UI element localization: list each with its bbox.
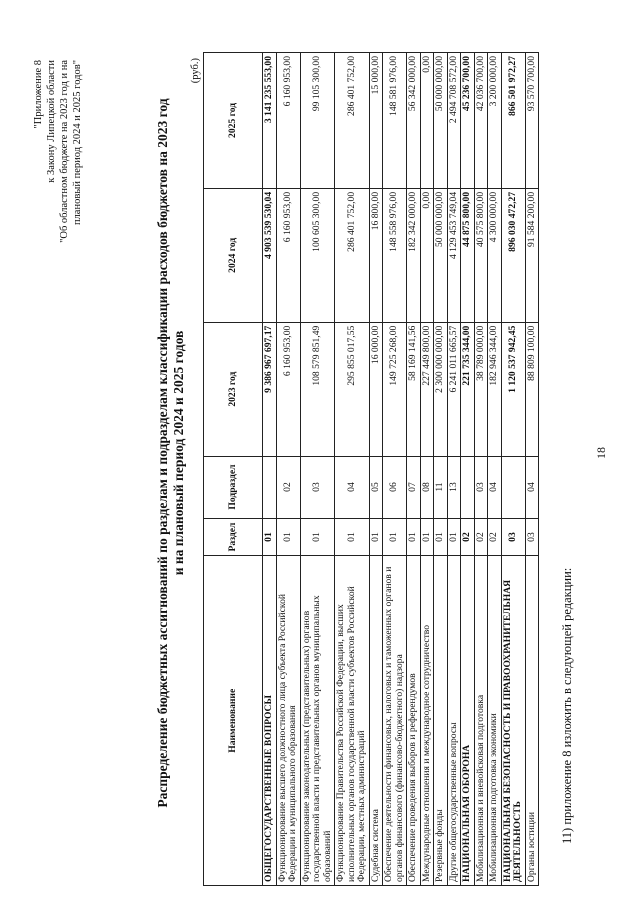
row-section: 01	[369, 518, 383, 556]
row-subsection: 11	[434, 456, 448, 518]
appendix-line: к Закону Липецкой области	[46, 60, 57, 183]
row-2025: 56 342 000,00	[407, 53, 421, 189]
row-section: 01	[420, 518, 434, 556]
row-2025: 99 105 300,00	[300, 53, 335, 189]
row-name: Обеспечение проведения выборов и референдумов	[407, 556, 421, 886]
row-2023: 2 300 000 000,00	[434, 322, 448, 456]
row-2024: 91 584 200,00	[525, 188, 539, 322]
row-2024: 896 030 472,27	[501, 188, 525, 322]
row-section: 01	[335, 518, 370, 556]
row-2023: 6 241 011 665,57	[447, 322, 461, 456]
row-subsection	[501, 456, 525, 518]
row-2025: 6 160 953,00	[276, 53, 300, 189]
row-name: НАЦИОНАЛЬНАЯ ОБОРОНА	[461, 556, 475, 886]
row-section: 02	[488, 518, 502, 556]
row-2025: 2 494 708 572,00	[447, 53, 461, 189]
row-2023: 38 789 000,00	[474, 322, 488, 456]
row-2023: 9 386 967 697,17	[263, 322, 277, 456]
row-2024: 148 558 976,00	[383, 188, 407, 322]
row-2025: 286 401 752,00	[335, 53, 370, 189]
row-subsection: 07	[407, 456, 421, 518]
row-2025: 0,00	[420, 53, 434, 189]
appendix-line: плановый период 2024 и 2025 годов"	[72, 60, 83, 226]
table-row	[276, 53, 300, 886]
table-row	[525, 53, 539, 886]
table-row	[335, 53, 370, 886]
row-name: Функционирование высшего должностного лица субъекта Российской Федерации и муниципального образования	[276, 556, 300, 886]
row-subsection: 02	[276, 456, 300, 518]
row-section: 02	[474, 518, 488, 556]
row-2024: 6 160 953,00	[276, 188, 300, 322]
row-2023: 16 000,00	[369, 322, 383, 456]
row-2024: 100 605 300,00	[300, 188, 335, 322]
header-subsection: Подраздел	[204, 456, 263, 518]
title-line: Распределение бюджетных ассигнований по разделам и подразделам классификации расходов бюджетов на 2023 год	[155, 98, 170, 808]
row-2025: 93 570 700,00	[525, 53, 539, 189]
table-row	[434, 53, 448, 886]
row-section: 01	[276, 518, 300, 556]
row-name: Международные отношения и международное сотрудничество	[420, 556, 434, 886]
row-name: Функционирование законодательных (представительных) органов государственной власти и представительных органов муниципальных образований	[300, 556, 335, 886]
row-subsection: 06	[383, 456, 407, 518]
table-row	[369, 53, 383, 886]
table-row	[474, 53, 488, 886]
row-2024: 286 401 752,00	[335, 188, 370, 322]
row-2024: 44 875 800,00	[461, 188, 475, 322]
row-2023: 295 855 017,55	[335, 322, 370, 456]
header-2023: 2023 год	[204, 322, 263, 456]
row-name: ОБЩЕГОСУДАРСТВЕННЫЕ ВОПРОСЫ	[263, 556, 277, 886]
row-name: Другие общегосударственные вопросы	[447, 556, 461, 886]
row-subsection: 05	[369, 456, 383, 518]
budget-table	[203, 52, 539, 886]
row-subsection	[263, 456, 277, 518]
row-section: 01	[434, 518, 448, 556]
row-subsection: 04	[525, 456, 539, 518]
row-2025: 15 000,00	[369, 53, 383, 189]
table-row	[407, 53, 421, 886]
row-name: Мобилизационная и вневойсковая подготовка	[474, 556, 488, 886]
row-2024: 50 000 000,00	[434, 188, 448, 322]
table-header-row	[204, 53, 263, 886]
row-2023: 6 160 953,00	[276, 322, 300, 456]
row-2024: 4 129 453 749,04	[447, 188, 461, 322]
row-section: 01	[447, 518, 461, 556]
row-name: Резервные фонды	[434, 556, 448, 886]
row-2023: 149 725 268,00	[383, 322, 407, 456]
title-line: и на плановый период 2024 и 2025 годов	[171, 330, 186, 576]
row-name: Судебная система	[369, 556, 383, 886]
table-row	[488, 53, 502, 886]
row-2024: 4 300 000,00	[488, 188, 502, 322]
table-body	[263, 53, 539, 886]
header-2025: 2025 год	[204, 53, 263, 189]
appendix-reference	[32, 60, 84, 243]
row-2023: 227 449 800,00	[420, 322, 434, 456]
row-2025: 3 141 235 553,00	[263, 53, 277, 189]
row-section: 01	[263, 518, 277, 556]
row-2025: 3 200 000,00	[488, 53, 502, 189]
row-2023: 1 120 537 942,45	[501, 322, 525, 456]
table-row	[461, 53, 475, 886]
page-number: 18	[594, 447, 608, 459]
row-name: Мобилизационная подготовка экономики	[488, 556, 502, 886]
row-2025: 50 000 000,00	[434, 53, 448, 189]
header-2024: 2024 год	[204, 188, 263, 322]
row-2025: 866 501 972,27	[501, 53, 525, 189]
table-row	[300, 53, 335, 886]
row-section: 03	[525, 518, 539, 556]
row-2025: 45 236 700,00	[461, 53, 475, 189]
row-name: Функционирование Правительства Российской Федерации, высших исполнительных органов государственной власти субъектов Российской Федерации, местных администраций	[335, 556, 370, 886]
row-2023: 221 735 344,00	[461, 322, 475, 456]
table-row	[383, 53, 407, 886]
row-section: 03	[501, 518, 525, 556]
header-section: Раздел	[204, 518, 263, 556]
amendment-intro: 11) приложение 8 изложить в следующей редакции:	[560, 567, 574, 844]
row-2024: 182 342 000,00	[407, 188, 421, 322]
row-name: Органы юстиции	[525, 556, 539, 886]
row-2024: 40 575 800,00	[474, 188, 488, 322]
table-row	[420, 53, 434, 886]
table-row	[263, 53, 277, 886]
row-section: 01	[300, 518, 335, 556]
row-2023: 58 169 141,56	[407, 322, 421, 456]
row-2024: 16 800,00	[369, 188, 383, 322]
row-subsection: 08	[420, 456, 434, 518]
header-name: Наименование	[204, 556, 263, 886]
row-2023: 182 946 344,00	[488, 322, 502, 456]
row-subsection: 13	[447, 456, 461, 518]
document-title	[155, 30, 187, 876]
row-subsection: 03	[474, 456, 488, 518]
row-section: 01	[407, 518, 421, 556]
table-row	[501, 53, 525, 886]
row-section: 01	[383, 518, 407, 556]
row-2025: 148 581 976,00	[383, 53, 407, 189]
row-name: Обеспечение деятельности финансовых, налоговых и таможенных органов и органов финансового (финансово-бюджетного) надзора	[383, 556, 407, 886]
currency-unit: (руб.)	[190, 58, 201, 84]
row-2024: 0,00	[420, 188, 434, 322]
appendix-line: "Приложение 8	[33, 60, 44, 129]
row-name: НАЦИОНАЛЬНАЯ БЕЗОПАСНОСТЬ И ПРАВООХРАНИТЕЛЬНАЯ ДЕЯТЕЛЬНОСТЬ	[501, 556, 525, 886]
row-2023: 108 579 851,49	[300, 322, 335, 456]
table-row	[447, 53, 461, 886]
row-section: 02	[461, 518, 475, 556]
row-2025: 42 036 700,00	[474, 53, 488, 189]
row-2023: 88 809 100,00	[525, 322, 539, 456]
row-subsection: 04	[335, 456, 370, 518]
row-2024: 4 903 539 530,04	[263, 188, 277, 322]
row-subsection: 04	[488, 456, 502, 518]
row-subsection	[461, 456, 475, 518]
row-subsection: 03	[300, 456, 335, 518]
appendix-line: "Об областном бюджете на 2023 год и на	[59, 60, 70, 243]
